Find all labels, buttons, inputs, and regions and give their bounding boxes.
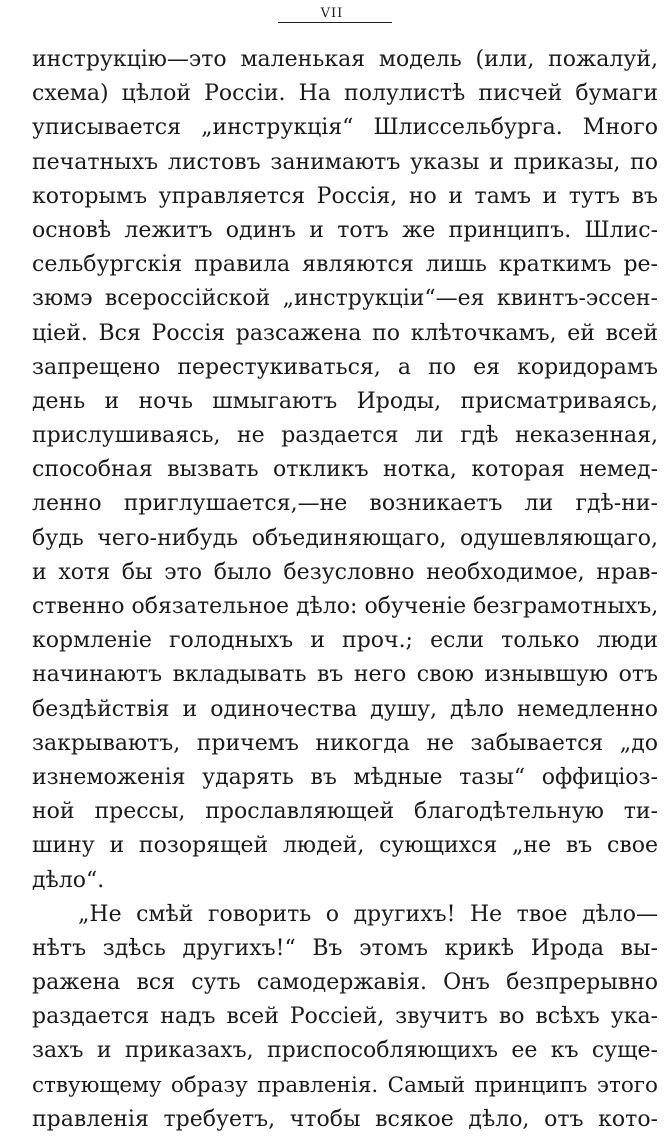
page-number: VII bbox=[320, 6, 344, 21]
text-line: ленно приглушается,—не возникаетъ ли гдѣ-ни- bbox=[32, 491, 658, 517]
text-line: начинаютъ вкладывать въ него свою изнывшую отъ bbox=[32, 662, 658, 688]
text-line: ствующему образу правленія. Самый принципъ этого bbox=[32, 1072, 658, 1098]
text-line: схема) цѣлой Россіи. На полулистѣ писчей бумаги bbox=[32, 81, 658, 107]
body-text bbox=[32, 43, 658, 1137]
text-line: уписывается „инструкція“ Шлиссельбурга. Много bbox=[32, 115, 658, 141]
text-line: которымъ управляется Россія, но и тамъ и тутъ въ bbox=[32, 183, 658, 209]
text-line: нѣтъ здѣсь другихъ!“ Въ этомъ крикѣ Ирода вы- bbox=[32, 935, 658, 961]
text-line: ражена вся суть самодержавія. Онъ безпрерывно bbox=[32, 970, 658, 996]
text-line: ной прессы, прославляющей благодѣтельную ти- bbox=[32, 799, 658, 825]
text-line: кормленіе голодныхъ и проч.; если только люди bbox=[32, 628, 658, 654]
text-line: ціей. Вся Россія разсажена по клѣточкамъ, ей всей bbox=[32, 320, 658, 346]
header-rule bbox=[278, 22, 392, 23]
text-line: зюмэ всероссійской „инструкціи“—ея квинтъ-эссен- bbox=[32, 286, 658, 312]
text-line: ственно обязательное дѣло: обученіе безграмотныхъ, bbox=[32, 594, 658, 619]
text-line: шину и позорящей людей, сующихся „не въ свое bbox=[32, 833, 658, 859]
text-line: прислушиваясь, не раздается ли гдѣ неказенная, bbox=[32, 423, 658, 449]
text-line: день и ночь шмыгаютъ Ироды, присматриваясь, bbox=[32, 388, 658, 414]
text-line: способная вызвать откликъ нотка, которая немед- bbox=[32, 457, 658, 483]
text-line: будь чего-нибудь объединяющаго, одушевляющаго, bbox=[32, 525, 658, 551]
text-line: дѣло“. bbox=[32, 867, 105, 893]
text-line: запрещено перестукиваться, а по ея коридорамъ bbox=[32, 354, 658, 380]
text-line: и хотя бы это было безусловно необходимое, нрав- bbox=[32, 559, 658, 585]
text-line: закрываютъ, причемъ никогда не забывается „до bbox=[32, 730, 658, 756]
text-line: „Не смѣй говорить о другихъ! Не твое дѣло— bbox=[78, 901, 658, 927]
text-line: правленія требуетъ, чтобы всякое дѣло, отъ кото- bbox=[32, 1106, 658, 1132]
text-line: захъ и приказахъ, приспособляющихъ ее къ суще- bbox=[32, 1038, 658, 1064]
text-line: сельбургскія правила являются лишь краткимъ ре- bbox=[32, 252, 658, 278]
text-line: раздается надъ всей Россіей, звучитъ во всѣхъ ука- bbox=[32, 1004, 658, 1030]
text-line: бездѣйствія и одиночества душу, дѣло немедленно bbox=[32, 696, 658, 722]
text-line: инструкцію—это маленькая модель (или, пожалуй, bbox=[32, 47, 658, 72]
text-line: изнеможенія ударять въ мѣдные тазы“ оффиціоз- bbox=[32, 764, 658, 790]
paragraph-1 bbox=[32, 43, 658, 898]
text-line: основѣ лежитъ одинъ и тотъ же принципъ. Шлис- bbox=[32, 217, 658, 243]
page-header bbox=[0, 2, 664, 22]
text-line: печатныхъ листовъ занимаютъ указы и приказы, по bbox=[32, 149, 658, 175]
paragraph-2 bbox=[32, 898, 658, 1137]
